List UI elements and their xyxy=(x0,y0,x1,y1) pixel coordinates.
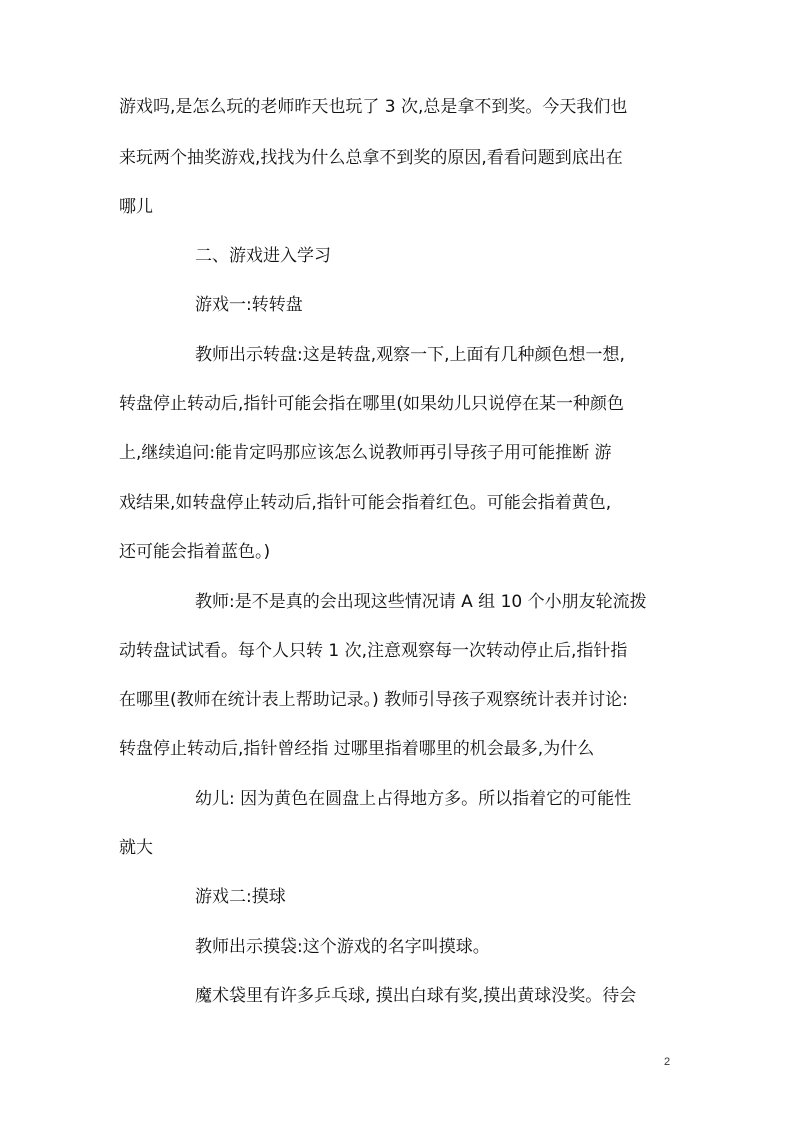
section-heading: 二、游戏进入学习 xyxy=(195,246,331,266)
text-line: 教师:是不是真的会出现这些情况请 A 组 10 个小朋友轮流拨 xyxy=(195,592,647,612)
text-line: 教师出示摸袋:这个游戏的名字叫摸球。 xyxy=(195,937,490,957)
text-line: 还可能会指着蓝色。) xyxy=(119,542,271,562)
text-line: 在哪里(教师在统计表上帮助记录。) 教师引导孩子观察统计表并讨论: xyxy=(119,690,628,710)
text-line: 教师出示转盘:这是转盘,观察一下,上面有几种颜色想一想, xyxy=(195,345,625,365)
subsection-heading: 游戏一:转转盘 xyxy=(195,295,303,315)
text-line: 动转盘试试看。每个人只转 1 次,注意观察每一次转动停止后,指针指 xyxy=(119,641,628,661)
text-line: 来玩两个抽奖游戏,找找为什么总拿不到奖的原因,看看问题到底出在 xyxy=(119,148,623,168)
text-line: 上,继续追问:能肯定吗那应该怎么说教师再引导孩子用可能推断 游 xyxy=(119,443,612,463)
text-line: 幼儿: 因为黄色在圆盘上占得地方多。所以指着它的可能性 xyxy=(195,789,632,809)
subsection-heading: 游戏二:摸球 xyxy=(195,887,286,907)
text-line: 戏结果,如转盘停止转动后,指针可能会指着红色。可能会指着黄色, xyxy=(119,493,612,513)
text-line: 转盘停止转动后,指针曾经指 过哪里指着哪里的机会最多,为什么 xyxy=(119,739,595,759)
text-line: 转盘停止转动后,指针可能会指在哪里(如果幼儿只说停在某一种颜色 xyxy=(119,394,625,414)
page-number: 2 xyxy=(664,1056,671,1068)
text-line: 就大 xyxy=(119,838,153,858)
text-line: 哪儿 xyxy=(119,197,153,217)
text-line: 魔术袋里有许多乒乓球, 摸出白球有奖,摸出黄球没奖。待会 xyxy=(195,986,637,1006)
text-line: 游戏吗,是怎么玩的老师昨天也玩了 3 次,总是拿不到奖。今天我们也 xyxy=(119,97,628,117)
